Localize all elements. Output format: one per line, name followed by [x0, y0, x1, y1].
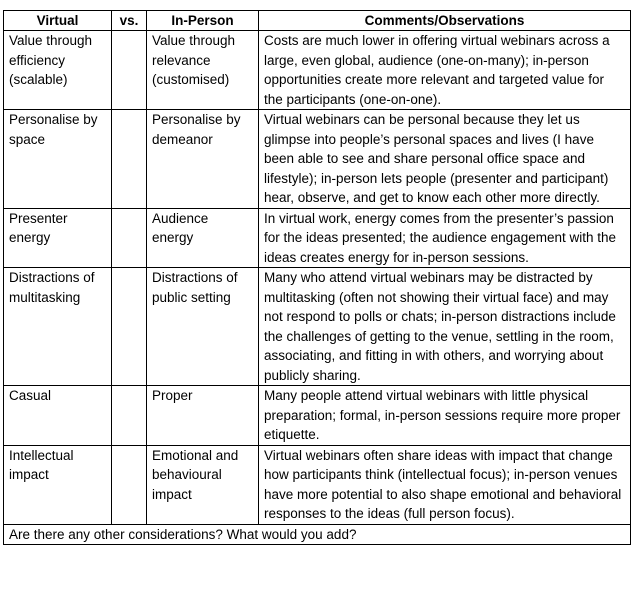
cell-in-person: Audience energy	[147, 208, 259, 268]
cell-vs	[112, 110, 147, 209]
cell-virtual: Distractions of multitasking	[4, 268, 112, 386]
footer-question: Are there any other considerations? What would you add?	[4, 524, 631, 545]
cell-virtual: Casual	[4, 386, 112, 446]
header-vs: vs.	[112, 11, 147, 31]
cell-comments: In virtual work, energy comes from the presenter’s passion for the ideas presented; the audience engagement with the ideas creates energy for in-person sessions.	[259, 208, 631, 268]
header-in-person: In-Person	[147, 11, 259, 31]
cell-vs	[112, 208, 147, 268]
header-row	[4, 11, 631, 31]
cell-comments: Costs are much lower in offering virtual webinars across a large, even global, audience (one-on-many); in-person opportunities create more relevant and targeted value for the participants (one-on-one).	[259, 31, 631, 110]
cell-vs	[112, 31, 147, 110]
cell-virtual: Presenter energy	[4, 208, 112, 268]
table-row	[4, 31, 631, 110]
cell-in-person: Value through relevance (customised)	[147, 31, 259, 110]
cell-comments: Virtual webinars can be personal because they let us glimpse into people’s personal spaces and lives (I have been able to see and share personal office space and lifestyle); in-person lets people (presenter and participant) hear, observe, and get to know each other more directly.	[259, 110, 631, 209]
table-row	[4, 445, 631, 524]
cell-comments: Many who attend virtual webinars may be distracted by multitasking (often not showing their virtual face) and may not respond to polls or chats; in-person distractions include the challenges of getting to the venue, settling in the room, associating, and fitting in with others, and worrying about publicly sharing.	[259, 268, 631, 386]
cell-comments: Virtual webinars often share ideas with impact that change how participants think (intellectual focus); in-person venues have more potential to also shape emotional and behavioral responses to the ideas (full person focus).	[259, 445, 631, 524]
cell-virtual: Personalise by space	[4, 110, 112, 209]
table-row	[4, 110, 631, 209]
cell-virtual: Value through efficiency (scalable)	[4, 31, 112, 110]
cell-in-person: Emotional and behavioural impact	[147, 445, 259, 524]
cell-vs	[112, 445, 147, 524]
comparison-table	[3, 10, 631, 545]
cell-comments: Many people attend virtual webinars with little physical preparation; formal, in-person sessions require more proper etiquette.	[259, 386, 631, 446]
cell-in-person: Personalise by demeanor	[147, 110, 259, 209]
table-row	[4, 268, 631, 386]
header-virtual: Virtual	[4, 11, 112, 31]
cell-in-person: Distractions of public setting	[147, 268, 259, 386]
cell-vs	[112, 386, 147, 446]
header-comments: Comments/Observations	[259, 11, 631, 31]
cell-virtual: Intellectual impact	[4, 445, 112, 524]
cell-in-person: Proper	[147, 386, 259, 446]
cell-vs	[112, 268, 147, 386]
table-row	[4, 208, 631, 268]
footer-row	[4, 524, 631, 545]
table-row	[4, 386, 631, 446]
